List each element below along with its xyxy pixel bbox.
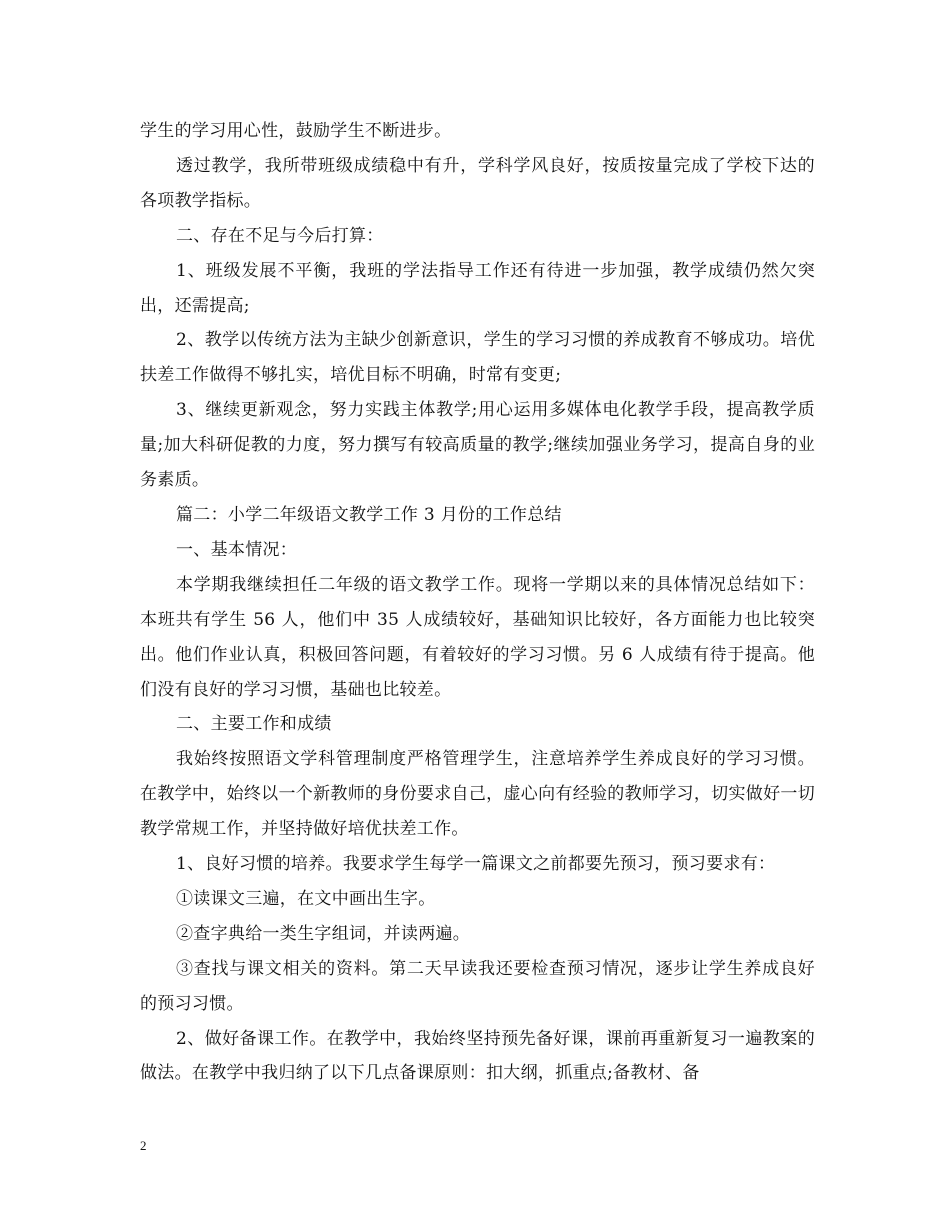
- paragraph: 1、良好习惯的培养。我要求学生每学一篇课文之前都要先预习，预习要求有：: [176, 854, 776, 875]
- article-title: 篇二：小学二年级语文教学工作 3 月份的工作总结: [176, 504, 562, 525]
- paragraph: 2、做好备课工作。在教学中，我始终坚持预先备好课，课前再重新复习一遍教案的做法。在教学中我归纳了以下几点备课原则：扣大纲，抓重点;备教材、备: [140, 1028, 815, 1084]
- list-item: ③查找与课文相关的资料。第二天早读我还要检查预习情况，逐步让学生养成良好的预习习惯。: [140, 958, 815, 1014]
- paragraph: 学生的学习用心性，鼓励学生不断进步。: [140, 121, 452, 141]
- section-heading: 二、主要工作和成绩: [176, 714, 332, 735]
- section-heading: 二、存在不足与今后打算：: [176, 225, 384, 246]
- list-item: ②查字典给一类生字组词，并读两遍。: [176, 923, 471, 944]
- paragraph: 本学期我继续担任二年级的语文教学工作。现将一学期以来的具体情况总结如下：本班共有学生 56 人，他们中 35 人成绩较好，基础知识比较好，各方面能力也比较突出。他们作业认真，积极回答问题，有着较好的学习习惯。另 6 人成绩有待于提高。他们没有良好的学习习惯，基础也比较差。: [140, 574, 815, 700]
- section-heading: 一、基本情况：: [176, 539, 298, 560]
- document-body: [140, 114, 815, 1091]
- page-number: 2: [140, 1138, 147, 1153]
- list-item: ①读课文三遍，在文中画出生字。: [176, 888, 436, 909]
- paragraph: 2、教学以传统方法为主缺少创新意识，学生的学习习惯的养成教育不够成功。培优扶差工作做得不够扎实，培优目标不明确，时常有变更;: [140, 330, 815, 386]
- paragraph: 我始终按照语文学科管理制度严格管理学生，注意培养学生养成良好的学习习惯。在教学中，始终以一个新教师的身份要求自己，虚心向有经验的教师学习，切实做好一切教学常规工作，并坚持做好培优扶差工作。: [140, 749, 815, 840]
- paragraph: 透过教学，我所带班级成绩稳中有升，学科学风良好，按质按量完成了学校下达的各项教学指标。: [140, 155, 815, 211]
- paragraph: 3、继续更新观念，努力实践主体教学;用心运用多媒体电化教学手段，提高教学质量;加大科研促教的力度，努力撰写有较高质量的教学;继续加强业务学习，提高自身的业务素质。: [140, 400, 815, 491]
- paragraph: 1、班级发展不平衡，我班的学法指导工作还有待进一步加强，教学成绩仍然欠突出，还需提高;: [140, 260, 815, 316]
